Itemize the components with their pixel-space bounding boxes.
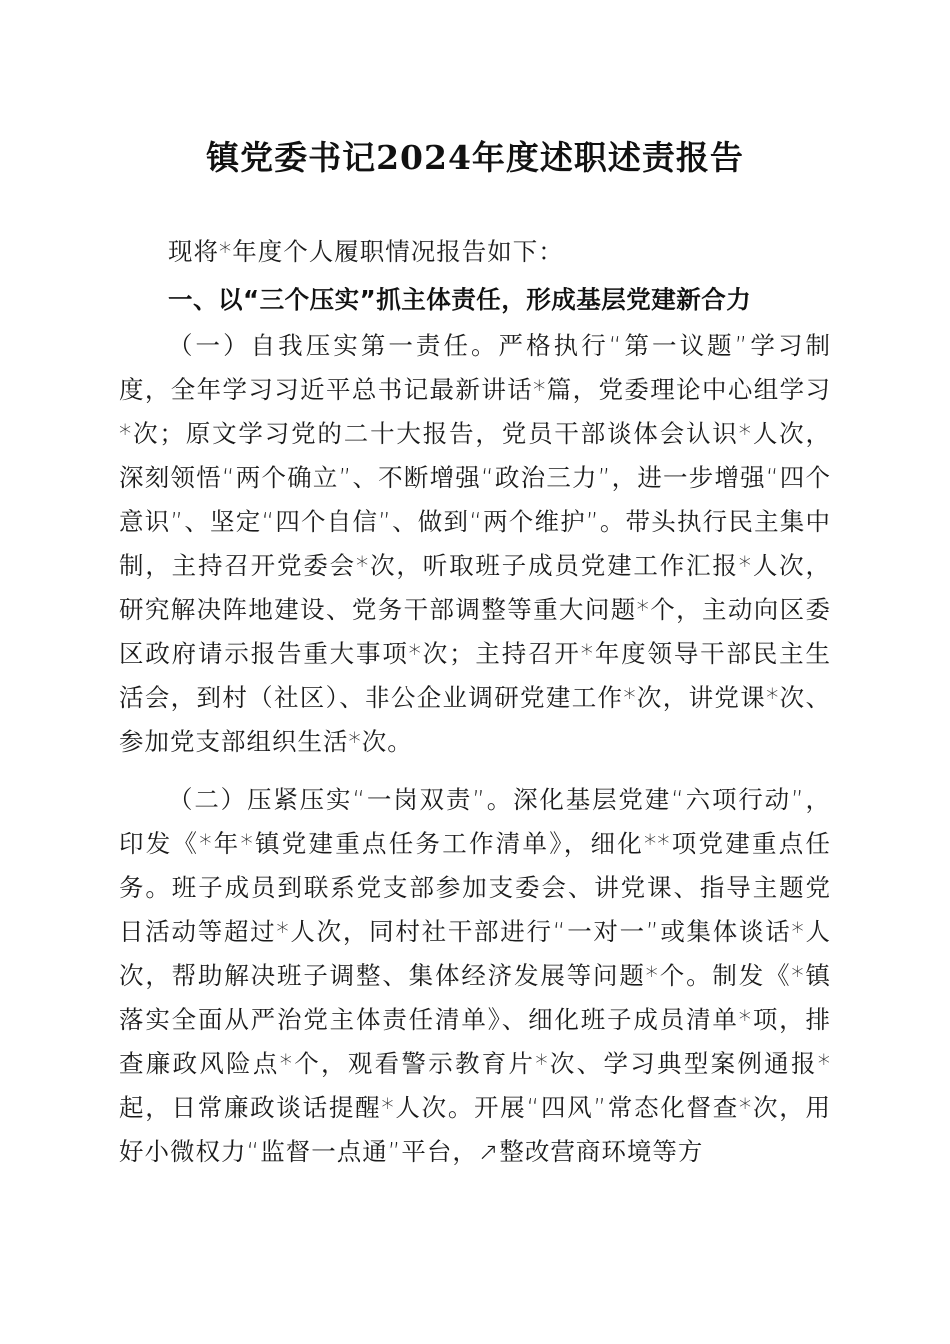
body-paragraph-1: （一）自我压实第一责任。严格执行“第一议题”学习制度，全年学习习近平总书记最新讲话*篇，党委理论中心组学习*次；原文学习党的二十大报告，党员干部谈体会认识*人次，深刻领悟“两个确立”、不断增强“政治三力”，进一步增强“四个意识”、坚定“四个自信”、做到“两个维护”。带头执行民主集中制，主持召开党委会*次，听取班子成员党建工作汇报*人次，研究解决阵地建设、党务干部调整等重大问题*个，主动向区委区政府请示报告重大事项*次；主持召开*年度领导干部民主生活会，到村（社区）、非公企业调研党建工作*次，讲党课*次、参加党支部组织生活*次。 bbox=[119, 331, 831, 756]
document-title: 镇党委书记2024年度述职述责报告 bbox=[206, 138, 744, 177]
body-paragraph-2: （二）压紧压实“一岗双责”。深化基层党建“六项行动”，印发《*年*镇党建重点任务工作清单》，细化**项党建重点任务。班子成员到联系党支部参加支委会、讲党课、指导主题党日活动等超过*人次，同村社干部进行“一对一”或集体谈话*人次，帮助解决班子调整、集体经济发展等问题*个。制发《*镇落实全面从严治党主体责任清单》、细化班子成员清单*项，排查廉政风险点*个，观看警示教育片*次、学习典型案例通报*起，日常廉政谈话提醒*人次。开展“四风”常态化督查*次，用好小微权力“监督一点通”平台，↗整改营商环境等方 bbox=[119, 785, 831, 1166]
intro-paragraph: 现将*年度个人履职情况报告如下： bbox=[168, 237, 564, 266]
section-heading-1: 一、以“三个压实”抓主体责任，形成基层党建新合力 bbox=[168, 285, 752, 314]
document-body bbox=[119, 230, 831, 1174]
